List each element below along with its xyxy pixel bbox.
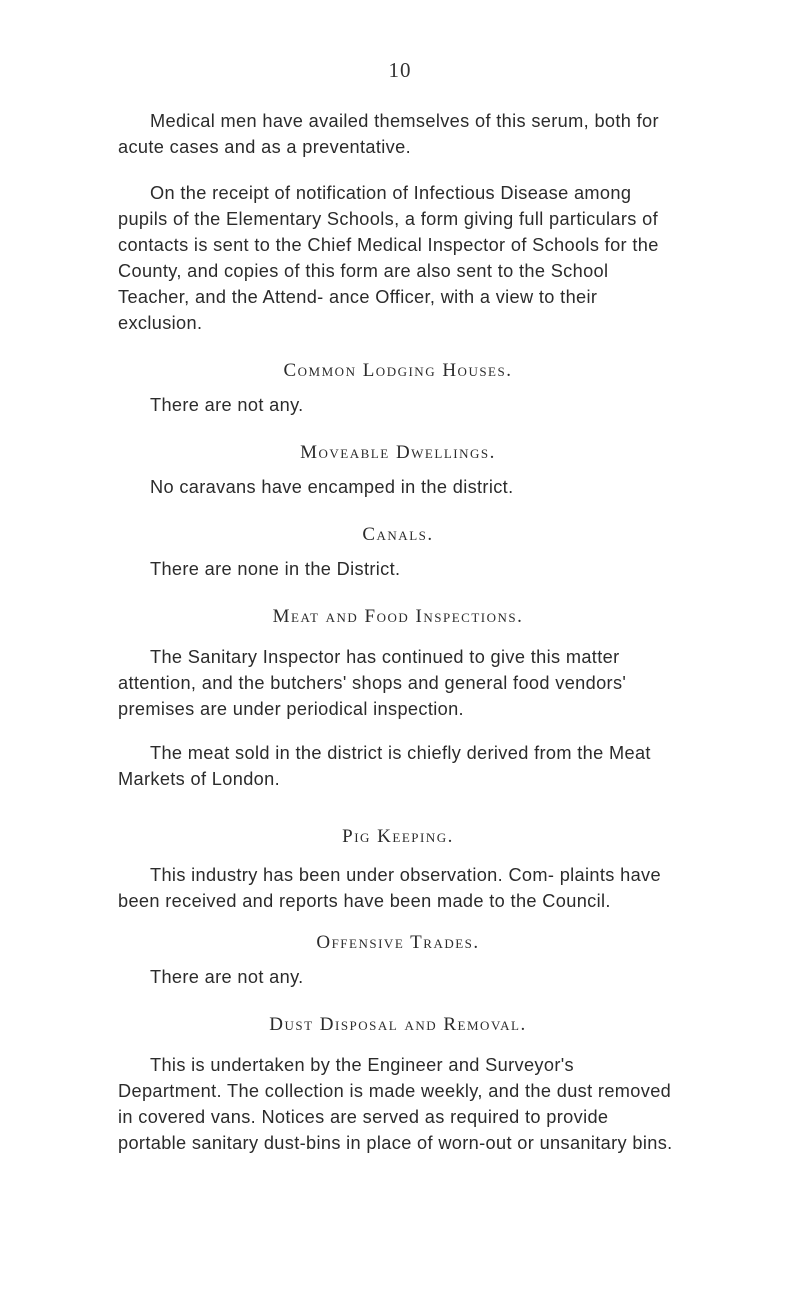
- heading-common-lodging-houses: Common Lodging Houses.: [283, 360, 513, 381]
- paragraph-serum: Medical men have availed themselves of this serum, both for acute cases and as a preventative.: [118, 111, 659, 157]
- heading-pig-keeping: Pig Keeping.: [342, 826, 454, 847]
- heading-meat-food-inspections: Meat and Food Inspections.: [272, 606, 524, 627]
- document-body: [118, 108, 678, 1156]
- paragraph-dust-disposal: This is undertaken by the Engineer and Surveyor's Department. The collection is made weekly, and the dust removed in covered vans. Notices are served as required to provide portable sanitary dust-bins in place of worn-out or unsanitary bins.: [118, 1055, 673, 1153]
- heading-moveable-dwellings: Moveable Dwellings.: [300, 442, 496, 463]
- heading-offensive-trades: Offensive Trades.: [316, 932, 480, 953]
- paragraph-canals: There are none in the District.: [150, 559, 401, 579]
- paragraph-notification: On the receipt of notification of Infectious Disease among pupils of the Elementary Schools, a form giving full particulars of contacts is sent to the Chief Medical Inspector of Schools for the County, and copies of this form are also sent to the School Teacher, and the Attend- ance Officer, with a view to their exclusion.: [118, 183, 659, 333]
- heading-canals: Canals.: [362, 524, 434, 545]
- page-number: 10: [388, 58, 412, 82]
- paragraph-common-lodging-houses: There are not any.: [150, 395, 304, 415]
- paragraph-pig-keeping: This industry has been under observation. Com- plaints have been received and reports have been made to the Council.: [118, 865, 661, 911]
- paragraph-meat-inspection: The Sanitary Inspector has continued to give this matter attention, and the butchers' shops and general food vendors' premises are under periodical inspection.: [118, 647, 627, 719]
- paragraph-offensive-trades: There are not any.: [150, 967, 304, 987]
- heading-dust-disposal: Dust Disposal and Removal.: [269, 1014, 527, 1035]
- paragraph-moveable-dwellings: No caravans have encamped in the district.: [150, 477, 514, 497]
- paragraph-meat-source: The meat sold in the district is chiefly derived from the Meat Markets of London.: [118, 743, 651, 789]
